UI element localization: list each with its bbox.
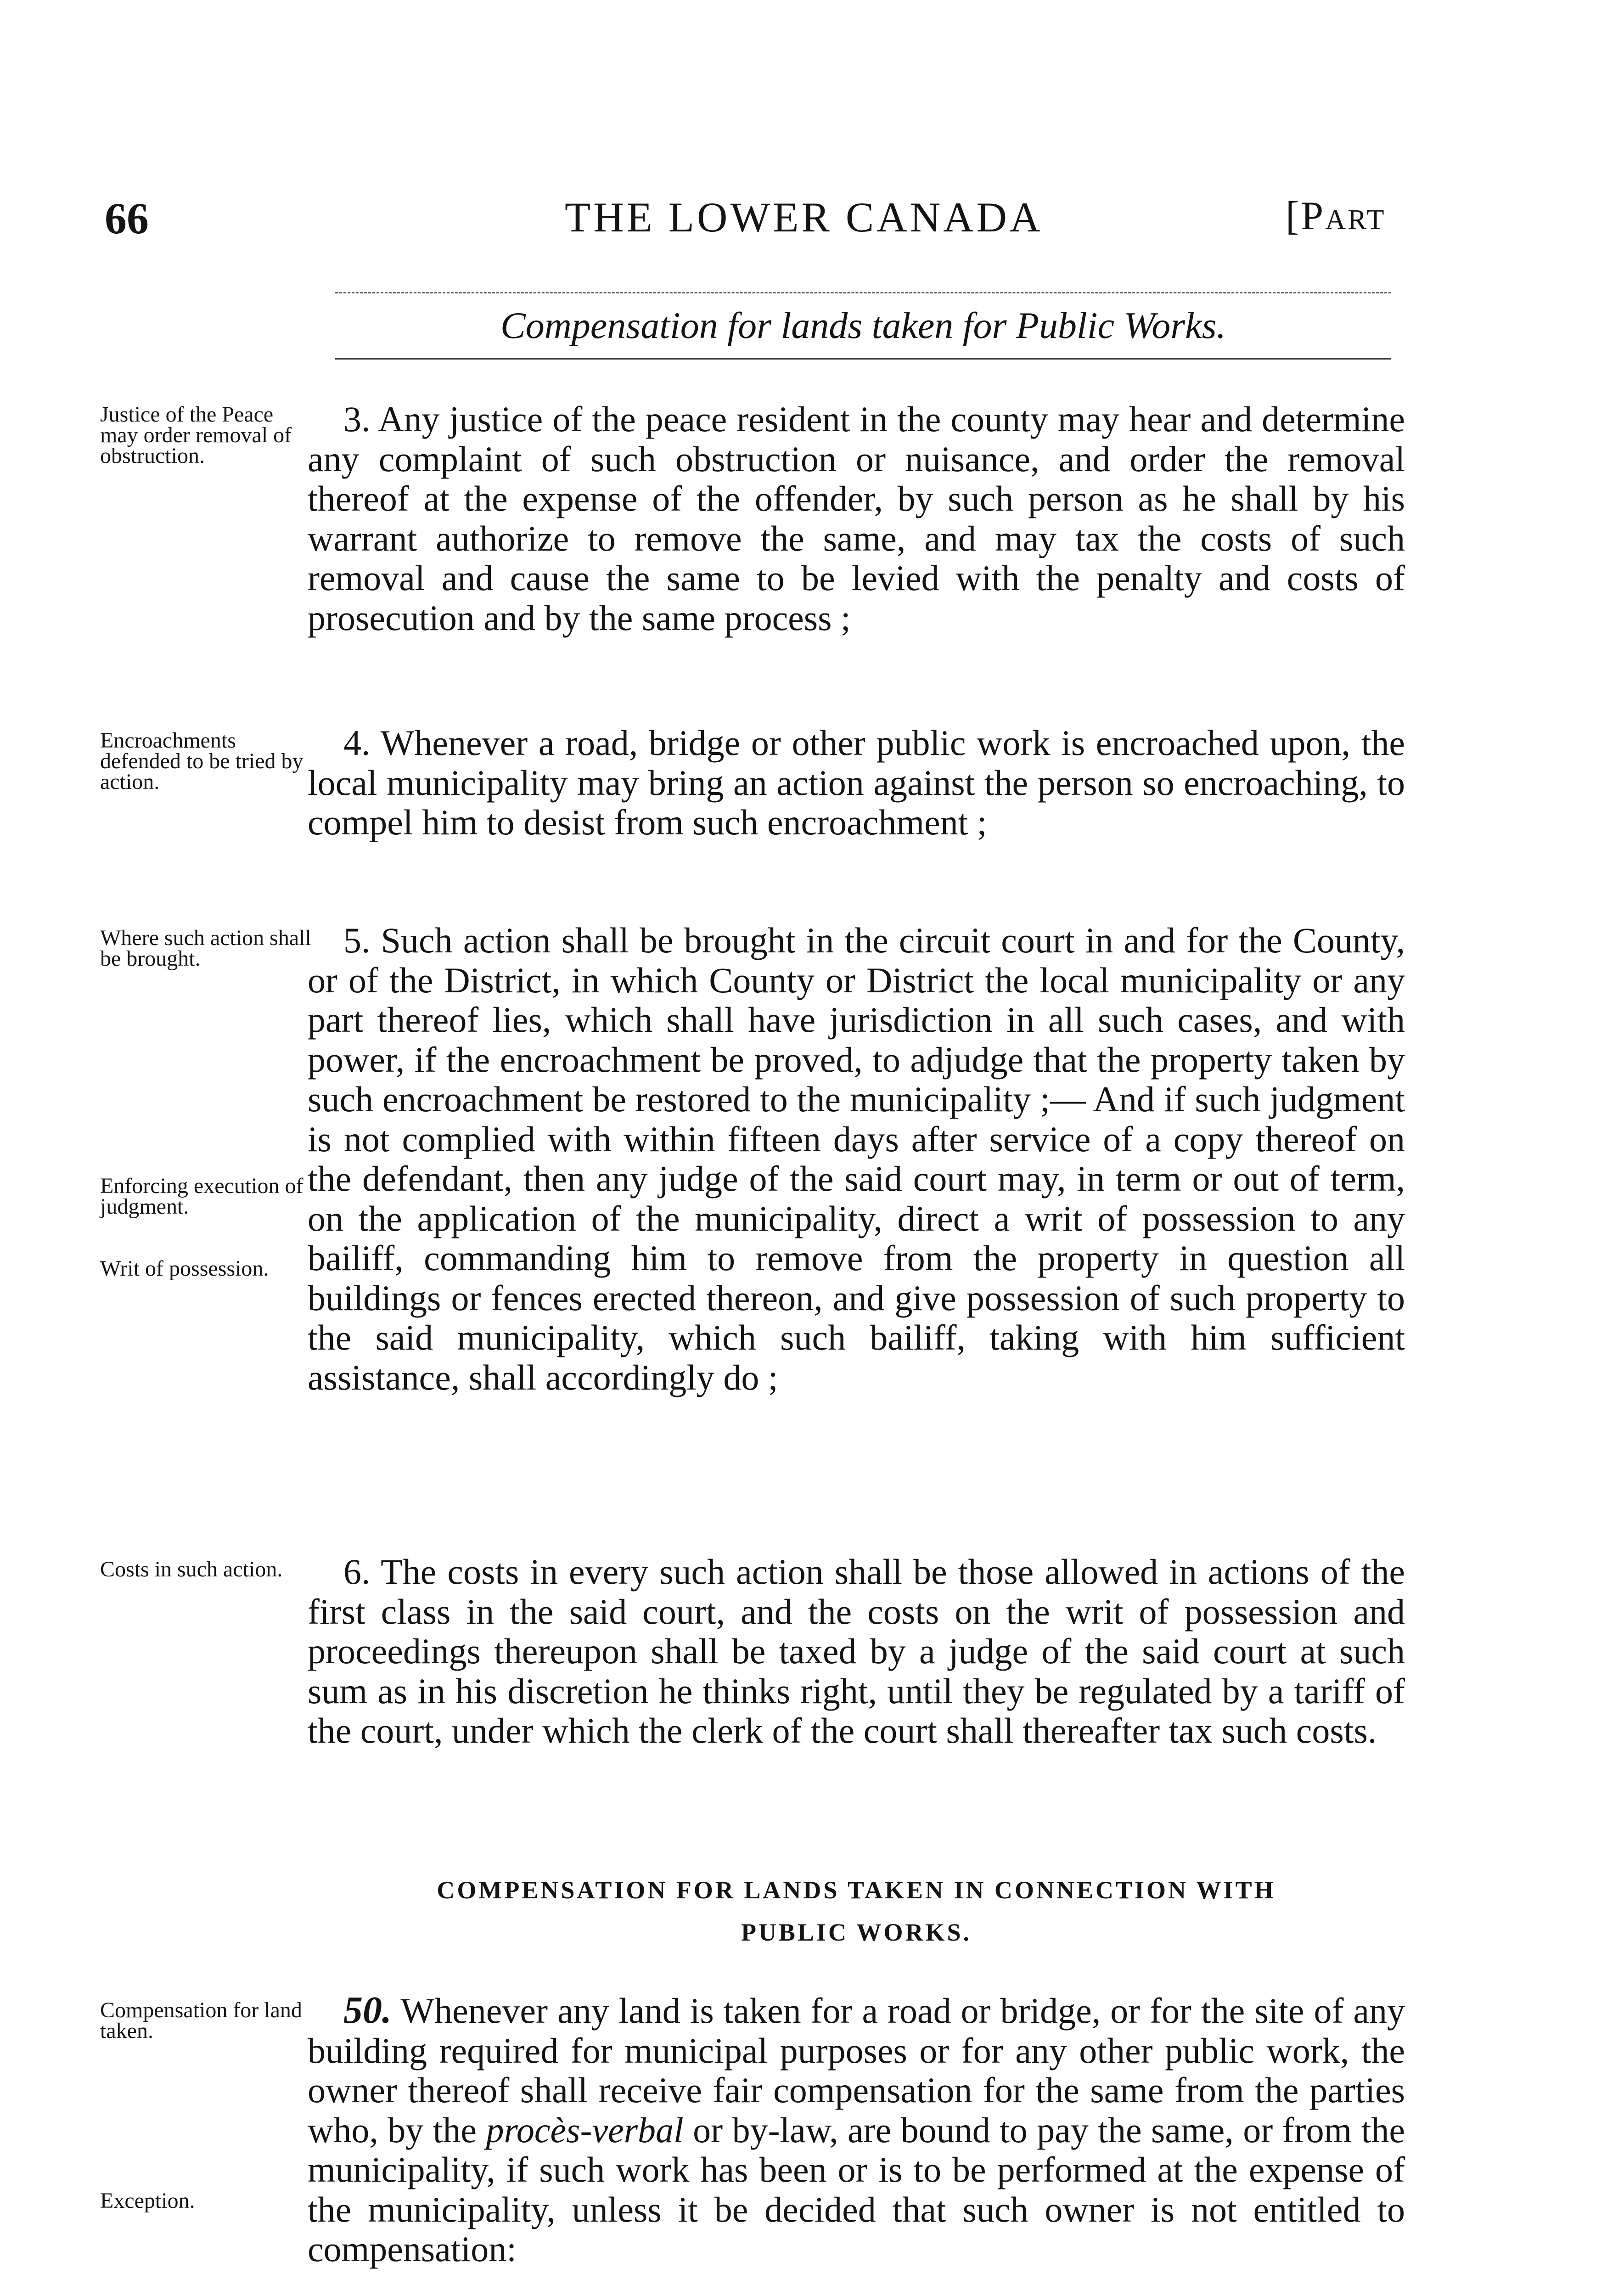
section-3-number: 3. [343, 399, 371, 439]
sidenote-exception: Exception. [100, 2189, 195, 2213]
section-6-text: The costs in every such action shall be those allowed in actions of the first class in the said court, and the costs on the writ of possession and proceedings thereupon shall be taxed by a judge of the said court at such sum as in his discretion he thinks right, until they be regulated by a tariff of the court, under which the clerk of the court shall thereafter tax such costs. [308, 1552, 1405, 1750]
subtitle-rule [335, 358, 1391, 360]
section-3-paragraph [308, 400, 1405, 638]
section-4-text: Whenever a road, bridge or other public work is encroached upon, the local municipality may bring an action against the person so encroaching, to compel him to desist from such encroachment ; [308, 723, 1405, 842]
sidenote-section-4: Encroachments defended to be tried by action. [100, 728, 303, 794]
section-50-text-before: Whenever any land is taken for a road or bridge, or for the site of any building required for municipal purposes or for any other public work, the owner thereof shall receive fair compensation for the same from the parties who, by the [308, 1991, 1405, 2150]
top-rule [335, 292, 1391, 293]
section-5-number: 5. [343, 920, 371, 960]
section-4-number: 4. [343, 723, 371, 763]
compensation-heading [321, 1869, 1391, 1953]
sidenote-section-6: Costs in such action. [100, 1557, 283, 1581]
compensation-heading-line-1: COMPENSATION FOR LANDS TAKEN IN CONNECTION WITH [437, 1876, 1276, 1904]
section-50-italic-term: procès-verbal [486, 2110, 684, 2150]
section-6-paragraph [308, 1552, 1405, 1751]
section-50-paragraph [308, 1991, 1405, 2269]
sidenote-writ-of-possession: Writ of possession. [100, 1256, 269, 1281]
section-6-number: 6. [343, 1552, 371, 1592]
sidenote-enforcing-execution: Enforcing execution of judgment. [100, 1174, 303, 1219]
sidenote-section-3: Justice of the Peace may order removal of obstruction. [100, 402, 292, 468]
section-50-number: 50. [343, 1989, 392, 2032]
part-label: [Part [1286, 194, 1386, 238]
sidenote-section-50: Compensation for land taken. [100, 1998, 302, 2043]
sidenote-section-5: Where such action shall be brought. [100, 926, 311, 971]
section-5-paragraph [308, 921, 1405, 1397]
section-50-text-after: or by-law, are bound to pay the same, or from the municipality, if such work has been or is to be performed at the expense of the municipality, unless it be decided that such owner is not entitled to compensation: [308, 2110, 1405, 2269]
running-title: THE LOWER CANADA [565, 194, 1043, 241]
section-3-text: Any justice of the peace resident in the county may hear and determine any complaint of such obstruction or nuisance, and order the removal thereof at the expense of the offender, by such person as he shall by his warrant authorize to remove the same, and may tax the costs of such removal and cause the same to be levied with the penalty and costs of prosecution and by the same process ; [308, 399, 1405, 638]
section-subtitle: Compensation for lands taken for Public Works. [500, 304, 1226, 346]
section-4-paragraph [308, 723, 1405, 843]
page-number: 66 [105, 194, 149, 243]
compensation-heading-line-2: PUBLIC WORKS. [741, 1919, 972, 1946]
section-5-text: Such action shall be brought in the circuit court in and for the County, or of the District, in which County or District the local municipality or any part thereof lies, which shall have jurisdiction in all such cases, and with power, if the encroachment be proved, to adjudge that the property taken by such encroachment be restored to the municipality ;— And if such judgment is not complied with within fifteen days after service of a copy thereof on the defendant, then any judge of the said court may, in term or out of term, on the application of the municipality, direct a writ of possession to any bailiff, commanding him to remove from the property in question all buildings or fences erected thereon, and give possession of such property to the said municipality, which such bailiff, taking with him sufficient assistance, shall accordingly do ; [308, 920, 1405, 1397]
